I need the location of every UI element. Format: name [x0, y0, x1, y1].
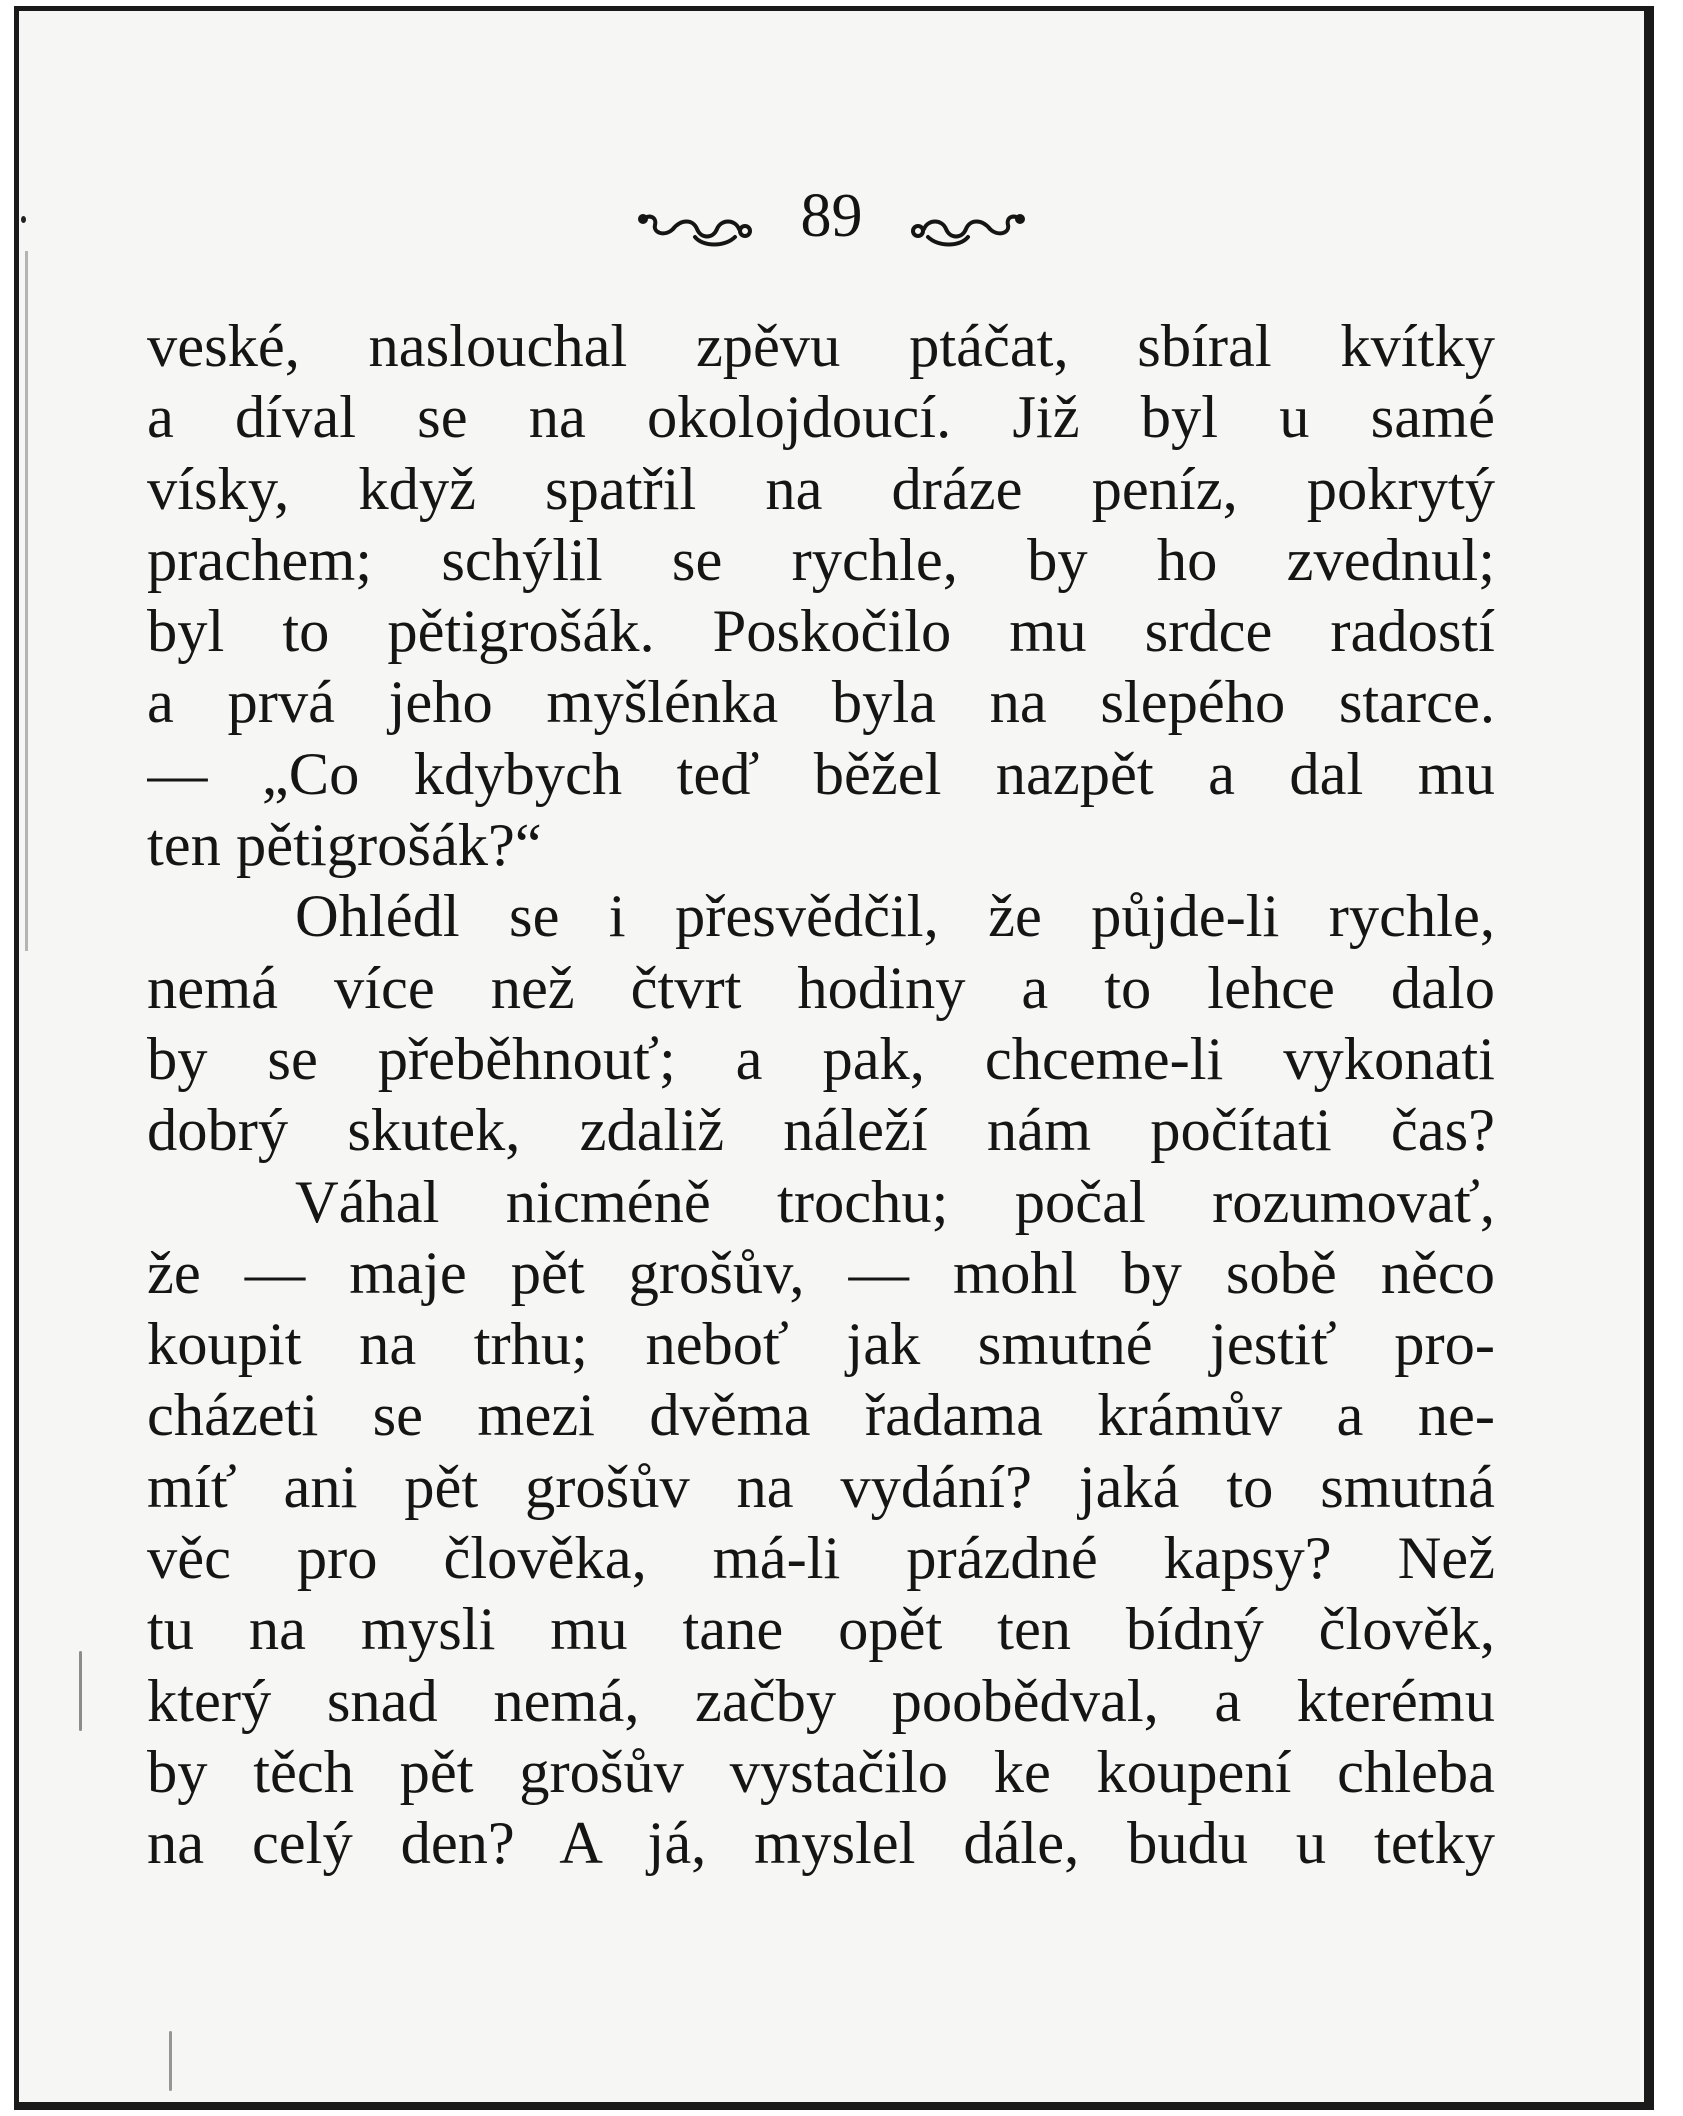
- text-line: cházeti se mezi dvěma řadama krámův a ne-: [147, 1382, 1495, 1450]
- text-line: že — maje pět grošův, — mohl by sobě něco: [147, 1239, 1495, 1307]
- text-line: vísky, když spatřil na dráze peníz, pokrytý: [147, 455, 1495, 523]
- text-line: ten pětigrošák?“: [147, 812, 542, 880]
- ornament-left-icon: [635, 190, 753, 234]
- text-line: nemá více než čtvrt hodiny a to lehce dalo: [147, 954, 1495, 1022]
- text-line: míť ani pět grošův na vydání? jaká to smutná: [147, 1453, 1495, 1521]
- text-line: na celý den? A já, myslel dále, budu u tetky: [147, 1810, 1495, 1878]
- text-line: koupit na trhu; neboť jak smutné jestiť pro-: [147, 1311, 1495, 1379]
- text-line: — „Co kdybych teď běžel nazpět a dal mu: [147, 740, 1495, 808]
- scan-speck: [21, 216, 26, 223]
- text-line: a prvá jeho myšlénka byla na slepého starce.: [147, 669, 1495, 737]
- text-line: který snad nemá, začby poobědval, a kterému: [147, 1667, 1495, 1735]
- scan-speck: [169, 2031, 172, 2091]
- text-line: Ohlédl se i přesvědčil, že půjde-li rychle,: [295, 883, 1495, 951]
- text-line: Váhal nicméně trochu; počal rozumovať,: [295, 1168, 1495, 1236]
- text-line: věc pro člověka, má-li prázdné kapsy? Než: [147, 1525, 1495, 1593]
- text-line: tu na mysli mu tane opět ten bídný člověk,: [147, 1596, 1495, 1664]
- scan-speck: [79, 1651, 82, 1731]
- text-line: by se přeběhnouť; a pak, chceme-li vykonati: [147, 1025, 1495, 1093]
- body-text: [147, 311, 1495, 1880]
- text-line: by těch pět grošův vystačilo ke koupení chleba: [147, 1738, 1495, 1806]
- text-line: dobrý skutek, zdaliž náleží nám počítati čas?: [147, 1097, 1495, 1165]
- page-header: [19, 171, 1644, 256]
- text-line: byl to pětigrošák. Poskočilo mu srdce radostí: [147, 598, 1495, 666]
- text-line: a díval se na okolojdoucí. Již byl u samé: [147, 384, 1495, 452]
- text-line: veské, naslouchal zpěvu ptáčat, sbíral kvítky: [147, 313, 1495, 380]
- ornament-right-icon: [910, 190, 1028, 234]
- page-number: 89: [800, 181, 863, 250]
- text-line: prachem; schýlil se rychle, by ho zvednul;: [147, 526, 1495, 594]
- book-page: [14, 6, 1654, 2110]
